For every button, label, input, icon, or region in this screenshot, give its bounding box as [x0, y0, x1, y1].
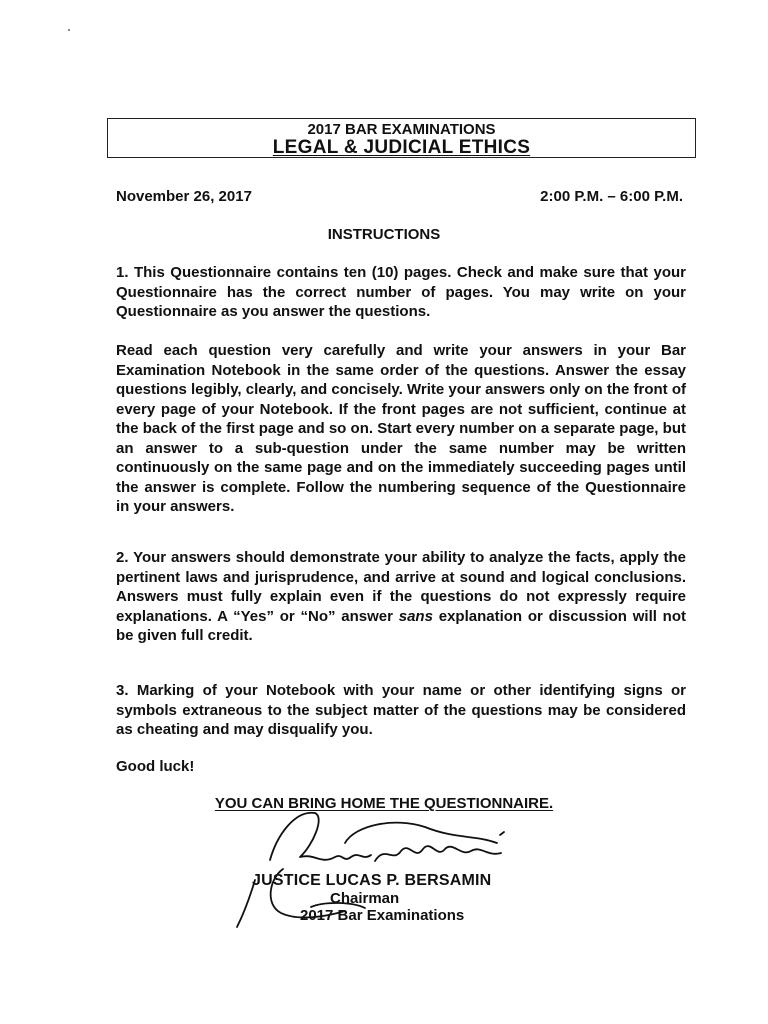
paragraph-2-italic-word: sans: [398, 607, 433, 625]
instruction-paragraph-1: 1. This Questionnaire contains ten (10) pages. Check and make sure that your Questionnaire has the correct number of pages. You may write on your Questionnaire as you answer the questions.: [116, 264, 686, 320]
signatory-title: Chairman: [330, 890, 400, 907]
signatory-name: JUSTICE LUCAS P. BERSAMIN: [252, 872, 492, 889]
exam-subject-title: LEGAL & JUDICIAL ETHICS: [272, 137, 531, 158]
paragraph-2-text-end: explanation or discussion will not be given full credit.: [116, 607, 686, 644]
instruction-paragraph-answering: Read each question very carefully and write your answers in your Bar Examination Notebook in the same order of the questions. Answer the essay questions legibly, clearly, and concisely. Write your answers only on the front of every page of your Notebook. If the front pages are not sufficient, continue at the back of the first page and so on. Start every number on a separate page, but an answer to a sub-question under the same number may be written continuously on the same page and on the immediately succeeding pages until the answer is complete. Follow the numbering sequence of the Questionnaire in your answers.: [116, 342, 686, 515]
exam-time: 2:00 P.M. – 6:00 P.M.: [540, 188, 683, 205]
exam-date: November 26, 2017: [116, 188, 252, 205]
instructions-heading: INSTRUCTIONS: [327, 226, 441, 243]
exam-year-title: 2017 BAR EXAMINATIONS: [307, 121, 496, 138]
signatory-committee: 2017 Bar Examinations: [300, 907, 465, 924]
good-luck-closing: Good luck!: [116, 758, 195, 775]
instruction-paragraph-2: [116, 548, 686, 646]
paragraph-2-text-start: 2. Your answers should demonstrate your ability to analyze the facts, apply the pertinent laws and jurisprudence, and arrive at sound and logical conclusions. Answers must fully explain even if the questions do not expressly require explanations. A “Yes” or “No” answer: [116, 549, 686, 625]
exam-header-box: [107, 118, 696, 158]
bring-home-notice: YOU CAN BRING HOME THE QUESTIONNAIRE.: [214, 795, 554, 812]
instruction-paragraph-3: 3. Marking of your Notebook with your name or other identifying signs or symbols extraneous to the subject matter of the questions may be considered as cheating and may disqualify you.: [116, 682, 686, 738]
scan-speck: [68, 29, 70, 31]
